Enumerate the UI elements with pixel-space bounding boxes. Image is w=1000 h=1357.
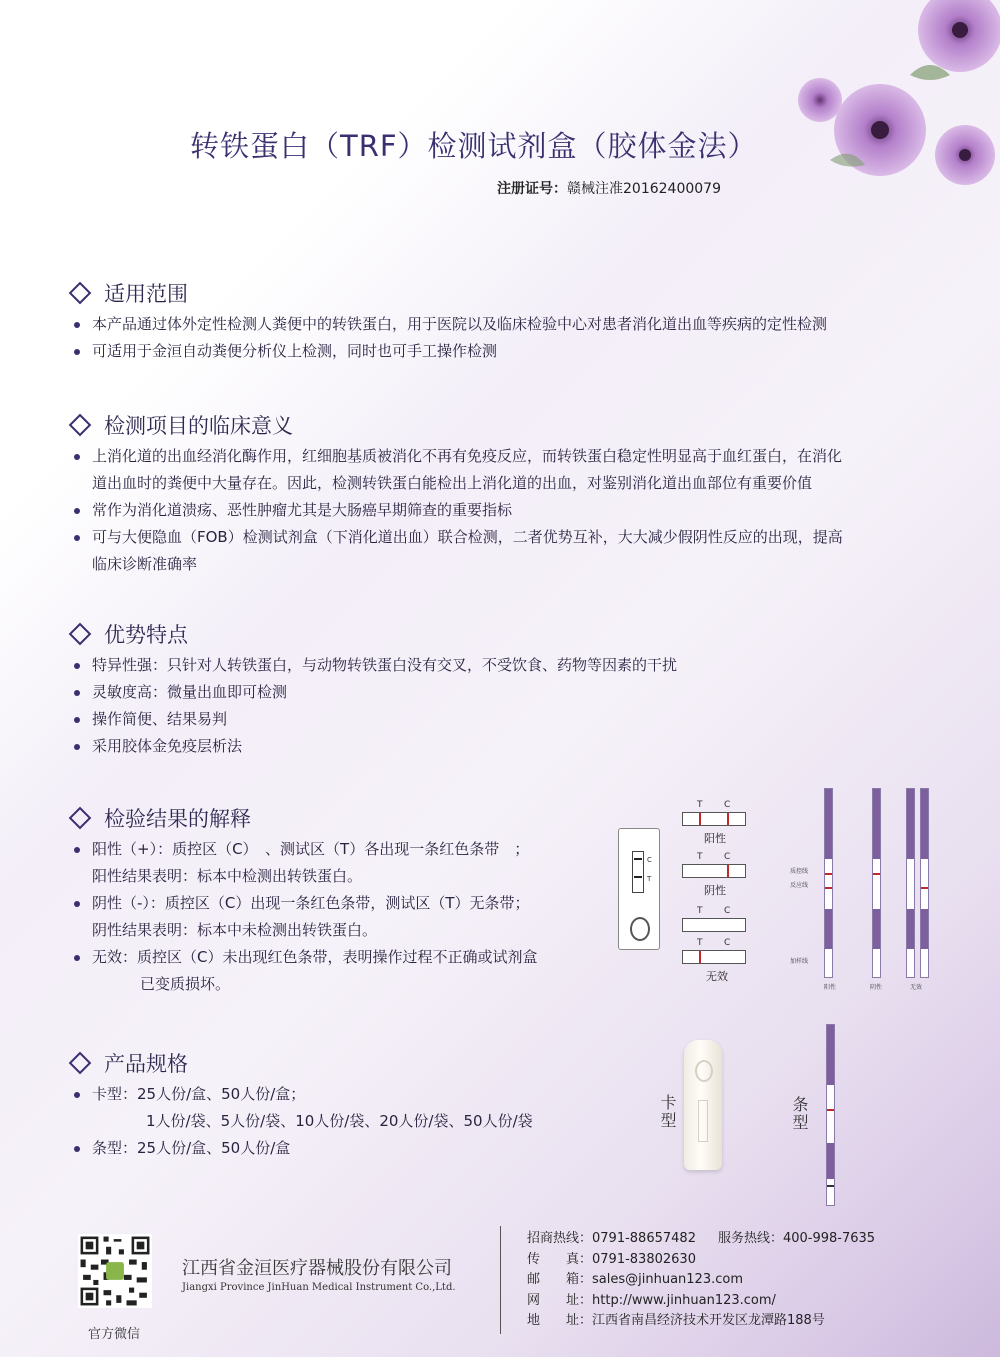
list-item-continued: 阳性结果表明：标本中检测出转铁蛋白。 [92,867,363,885]
sample-well [695,1060,713,1082]
fax-value: 0791-83802630 [592,1251,696,1267]
page-title: 转铁蛋白（TRF）检测试剂盒（胶体金法） [190,129,758,163]
section-specs-title [66,1048,188,1078]
section-clinical-list [70,443,970,578]
test-cassette-image [684,1040,722,1170]
list-item: 无效：质控区（C）未出现红色条带，表明操作过程不正确或试剂盒 [70,944,610,971]
strip-invalid-2 [920,788,929,978]
section-clinical-title [66,410,293,440]
flower-decoration [760,0,1000,200]
t-label: T [697,852,703,862]
test-line-label: 反应线 [790,882,809,889]
list-item-continued: 阴性结果表明：标本中未检测出转铁蛋白。 [92,921,378,939]
registration-label: 注册证号： [497,181,567,197]
web-link[interactable]: http://www.jinhuan123.com/ [592,1292,776,1308]
t-label: T [697,906,703,916]
list-item: 卡型：25人份/盒、50人份/盒； [70,1081,630,1108]
address-label: 地 址： [527,1313,593,1328]
address-value: 江西省南昌经济技术开发区龙潭路188号 [592,1313,825,1328]
registration-value: 赣械注准20162400079 [567,181,721,197]
t-label: T [697,800,703,810]
email-row [527,1270,875,1291]
c-label: C [724,800,731,810]
fax-row [527,1250,875,1271]
sample-line-label: 加样线 [790,958,809,965]
section-title-text: 检验结果的解释 [104,807,251,831]
result-window [698,1100,708,1142]
hotline-row [527,1229,875,1250]
card-type-label: 卡型 [658,1094,677,1130]
invalid-label: 无效 [706,970,728,983]
strip-type-label: 条型 [790,1096,809,1132]
address-row [527,1311,875,1332]
result-bands-diagram [680,800,770,990]
strip-positive [824,788,833,978]
diamond-icon [69,282,92,305]
section-advantages-list [70,652,960,760]
section-specs-list [70,1081,630,1162]
list-item: 上消化道的出血经消化酶作用，红细胞基质被消化不再有免疫反应，而转铁蛋白稳定性明显高于血红蛋白，在消化 [70,443,970,470]
c-label: C [724,938,731,948]
list-item: 灵敏度高：微量出血即可检测 [70,679,960,706]
positive-label: 阳性 [704,832,726,845]
positive-band-box [682,812,746,826]
strip-caption: 阴性 [870,984,883,991]
fax-label: 传 真： [527,1251,593,1267]
list-item: 操作简便、结果易判 [70,706,960,733]
list-item-continued: 已变质损坏。 [140,975,231,993]
list-item: 阳性（+）：质控区（C） 、测试区（T）各出现一条红色条带 ； [70,836,610,863]
control-line-label: 质控线 [790,868,809,875]
strip-caption: 阳性 [824,984,837,991]
section-title-text: 产品规格 [104,1052,188,1076]
list-item: 阴性（-）：质控区（C）出现一条红色条带，测试区（T）无条带； [70,890,610,917]
diamond-icon [69,414,92,437]
diamond-icon [69,623,92,646]
strip-invalid-1 [906,788,915,978]
card-window [632,851,644,893]
list-item: 特异性强：只针对人转铁蛋白，与动物转铁蛋白没有交叉，不受饮食、药物等因素的干扰 [70,652,960,679]
list-item-continued: 1人份/袋、5人份/袋、10人份/袋、20人份/袋、50人份/袋 [146,1112,533,1130]
invalid-band-box-1 [682,918,746,932]
list-item: 条型：25人份/盒、50人份/盒 [70,1135,630,1162]
card-t-label: T [647,875,652,883]
registration-number [497,178,721,198]
diamond-icon [69,807,92,830]
list-item: 常作为消化道溃疡、恶性肿瘤尤其是大肠癌早期筛查的重要指标 [70,497,970,524]
list-item: 可与大便隐血（FOB）检测试剂盒（下消化道出血）联合检测，二者优势互补，大大减少假阴性反应的出现，提高 [70,524,970,551]
sample-well [630,917,650,941]
invalid-band-box-2 [682,950,746,964]
test-strip-image [826,1024,835,1206]
negative-label: 阴性 [704,884,726,897]
section-title-text: 适用范围 [104,282,188,306]
hotline-label: 招商热线： [527,1231,593,1246]
footer-divider [500,1226,501,1334]
list-item: 可适用于金洹自动粪便分析仪上检测，同时也可手工操作检测 [70,338,960,365]
web-label: 网 址： [527,1292,593,1308]
company-name-en: Jiangxi Province JinHuan Medical Instrument Co.,Ltd. [182,1282,456,1293]
email-label: 邮 箱： [527,1272,593,1287]
company-name-cn: 江西省金洹医疗器械股份有限公司 [182,1258,452,1279]
section-advantages-title [66,619,188,649]
c-label: C [724,906,731,916]
section-title-text: 优势特点 [104,623,188,647]
diamond-icon [69,1052,92,1075]
c-label: C [724,852,731,862]
strip-negative [872,788,881,978]
negative-band-box [682,864,746,878]
email-link[interactable]: sales@jinhuan123.com [592,1272,743,1287]
t-label: T [697,938,703,948]
card-c-label: C [647,856,652,864]
list-item-continued: 临床诊断准确率 [92,555,198,573]
web-row [527,1291,875,1312]
list-item: 采用胶体金免疫层析法 [70,733,960,760]
service-label: 服务热线： [717,1231,783,1246]
list-item: 本产品通过体外定性检测人粪便中的转铁蛋白，用于医院以及临床检验中心对患者消化道出血等疾病的定性检测 [70,311,960,338]
qr-code-icon [78,1234,152,1308]
section-scope-title [66,278,188,308]
service-value: 400-998-7635 [782,1231,876,1246]
hotline-value: 0791-88657482 [592,1231,696,1246]
test-card-diagram [618,828,660,950]
contact-info [527,1229,875,1332]
section-title-text: 检测项目的临床意义 [104,414,293,438]
list-item-continued: 道出血时的粪便中大量存在。因此，检测转铁蛋白能检出上消化道的出血，对鉴别消化道出血部位有重要价值 [92,474,813,492]
qr-caption: 官方微信 [88,1327,141,1342]
strip-results-diagram [790,786,940,996]
section-scope-list [70,311,960,365]
section-results-title [66,803,251,833]
section-results-list [70,836,610,998]
strip-caption: 无效 [910,984,923,991]
